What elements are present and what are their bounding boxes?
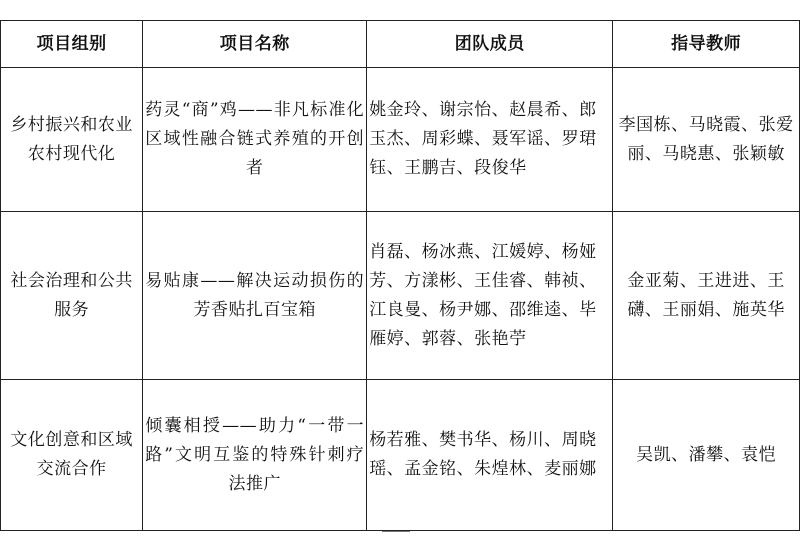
members-cell: 肖磊、杨冰燕、江媛婷、杨娅芳、方漾彬、王佳睿、韩祯、江良曼、杨尹娜、邵维逵、毕雁婷、郭蓉、张艳苧: [367, 212, 613, 380]
header-group: 项目组别: [1, 21, 143, 68]
project-name-cell: [143, 380, 367, 531]
header-name: 项目名称: [143, 21, 367, 68]
header-members: 团队成员: [367, 21, 613, 68]
header-teachers: 指导教师: [613, 21, 800, 68]
project-table: [0, 20, 800, 531]
teachers-cell: 吴凯、潘攀、袁恺: [613, 380, 800, 531]
table-row: [1, 212, 800, 380]
project-name-text: 易贴康——解决运动损伤的芳香贴扎百宝箱: [145, 270, 365, 320]
table-row: [1, 68, 800, 212]
members-cell: 杨若雅、樊书华、杨川、周晓瑶、孟金铭、朱煌林、麦丽娜: [367, 380, 613, 531]
project-name-text: 倾囊相授——助力“一带一路”文明互鉴的特殊针刺疗法推广: [145, 415, 365, 494]
group-cell: 文化创意和区域交流合作: [1, 380, 143, 531]
group-cell: 乡村振兴和农业农村现代化: [1, 68, 143, 212]
project-name-cell: [143, 212, 367, 380]
header-row: [1, 21, 800, 68]
project-name-text: 药灵“商”鸡——非凡标准化区域性融合链式养殖的开创者: [145, 100, 365, 178]
group-cell: 社会治理和公共服务: [1, 212, 143, 380]
teachers-cell: 李国栋、马晓霞、张爱丽、马晓惠、张颖敏: [613, 68, 800, 212]
teachers-cell: 金亚菊、王进进、王礴、王丽娟、施英华: [613, 212, 800, 380]
project-name-cell: [143, 68, 367, 212]
page-edge-mark: [382, 531, 410, 536]
members-cell: 姚金玲、谢宗怡、赵晨希、郎玉杰、周彩蝶、聂军谣、罗珺钰、王鹏吉、段俊华: [367, 68, 613, 212]
table-row: [1, 380, 800, 531]
